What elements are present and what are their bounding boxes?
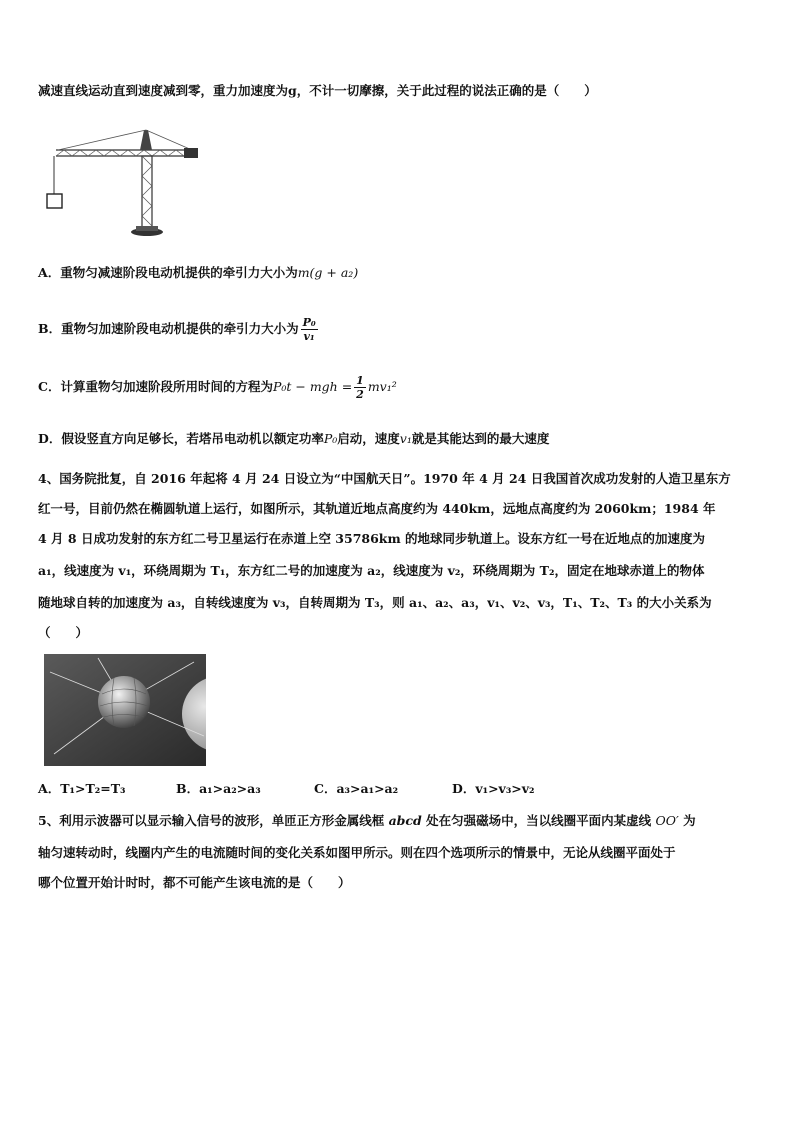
q3-option-d-formula-2: v₁ <box>399 431 412 446</box>
q3-option-a[interactable] <box>38 264 758 282</box>
q4-option-b[interactable]: B．a₁>a₂>a₃ <box>176 781 261 796</box>
q3-option-d-text-3: 就是其能达到的最大速度 <box>411 431 550 446</box>
q3-option-d[interactable] <box>38 430 758 448</box>
tower-crane-figure <box>44 126 206 240</box>
q4-line-4: a₁，线速度为 v₁，环绕周期为 T₁，东方红二号的加速度为 a₂，线速度为 v₂，环绕周期为 T₂，固定在地球赤道上的物体 <box>38 563 705 578</box>
q3-option-b-fraction <box>301 316 318 343</box>
q3-option-b-text: B．重物匀加速阶段电动机提供的牵引力大小为 <box>38 321 299 336</box>
q3-option-c-fraction <box>354 374 366 401</box>
satellite-photo-figure <box>44 654 206 766</box>
q4-option-a[interactable]: A．T₁>T₂=T₃ <box>38 781 126 796</box>
q5-text-1: 5、利用示波器可以显示输入信号的波形，单匝正方形金属线框 <box>38 813 389 828</box>
q3-option-c-formula-left: P₀t − mgh = <box>272 379 353 394</box>
q3-option-d-text-2: 启动，速度 <box>337 431 400 446</box>
q4-line-6: （ ） <box>38 625 89 640</box>
fraction-denominator: v₁ <box>303 330 315 343</box>
q5-axis-label: OO′ <box>655 813 679 828</box>
q3-option-a-formula: m(g + a₂) <box>297 265 359 280</box>
fraction-numerator: 1 <box>356 374 364 387</box>
fraction-denominator: 2 <box>356 388 364 401</box>
q5-frame-label: abcd <box>388 813 422 828</box>
q3-option-c-text: C．计算重物匀加速阶段所用时间的方程为 <box>38 379 273 394</box>
q3-option-a-text: A．重物匀减速阶段电动机提供的牵引力大小为 <box>38 265 298 280</box>
q5-line-3: 哪个位置开始计时时，都不可能产生该电流的是（ ） <box>38 875 351 890</box>
q5-line-2: 轴匀速转动时，线圈内产生的电流随时间的变化关系如图甲所示。则在四个选项所示的情景中，无论从线圈平面处于 <box>38 845 676 860</box>
q4-line-1: 4、国务院批复，自 2016 年起将 4 月 24 日设立为“中国航天日”。1970 年 4 月 24 日我国首次成功发射的人造卫星东方 <box>38 471 731 486</box>
q4-line-5: 随地球自转的加速度为 a₃，自转线速度为 v₃，自转周期为 T₃，则 a₁、a₂、a₃，v₁、v₂、v₃，T₁、T₂、T₃ 的大小关系为 <box>38 595 712 610</box>
fraction-numerator: P₀ <box>302 316 316 329</box>
q3-option-c[interactable] <box>38 372 758 402</box>
q3-option-d-text-1: D．假设竖直方向足够长，若塔吊电动机以额定功率 <box>38 431 324 446</box>
q4-option-d[interactable]: D．v₁>v₃>v₂ <box>452 781 535 796</box>
q4-option-c[interactable]: C．a₃>a₁>a₂ <box>314 781 399 796</box>
q4-line-3: 4 月 8 日成功发射的东方红二号卫星运行在赤道上空 35786km 的地球同步轨道上。设东方红一号在近地点的加速度为 <box>38 531 706 546</box>
q5-text-3: 为 <box>678 813 696 828</box>
q5-line-1 <box>38 812 758 830</box>
q3-option-b[interactable] <box>38 314 758 344</box>
q3-option-c-formula-right: mv₁² <box>367 379 397 394</box>
q3-option-d-formula-1: P₀ <box>323 431 338 446</box>
q4-line-2: 红一号，目前仍然在椭圆轨道上运行，如图所示，其轨道近地点高度约为 440km，远地点高度约为 2060km；1984 年 <box>38 501 716 516</box>
q3-stem: 减速直线运动直到速度减到零，重力加速度为g，不计一切摩擦，关于此过程的说法正确的是（ ） <box>38 83 597 98</box>
q5-text-2: 处在匀强磁场中，当以线圈平面内某虚线 <box>421 813 656 828</box>
